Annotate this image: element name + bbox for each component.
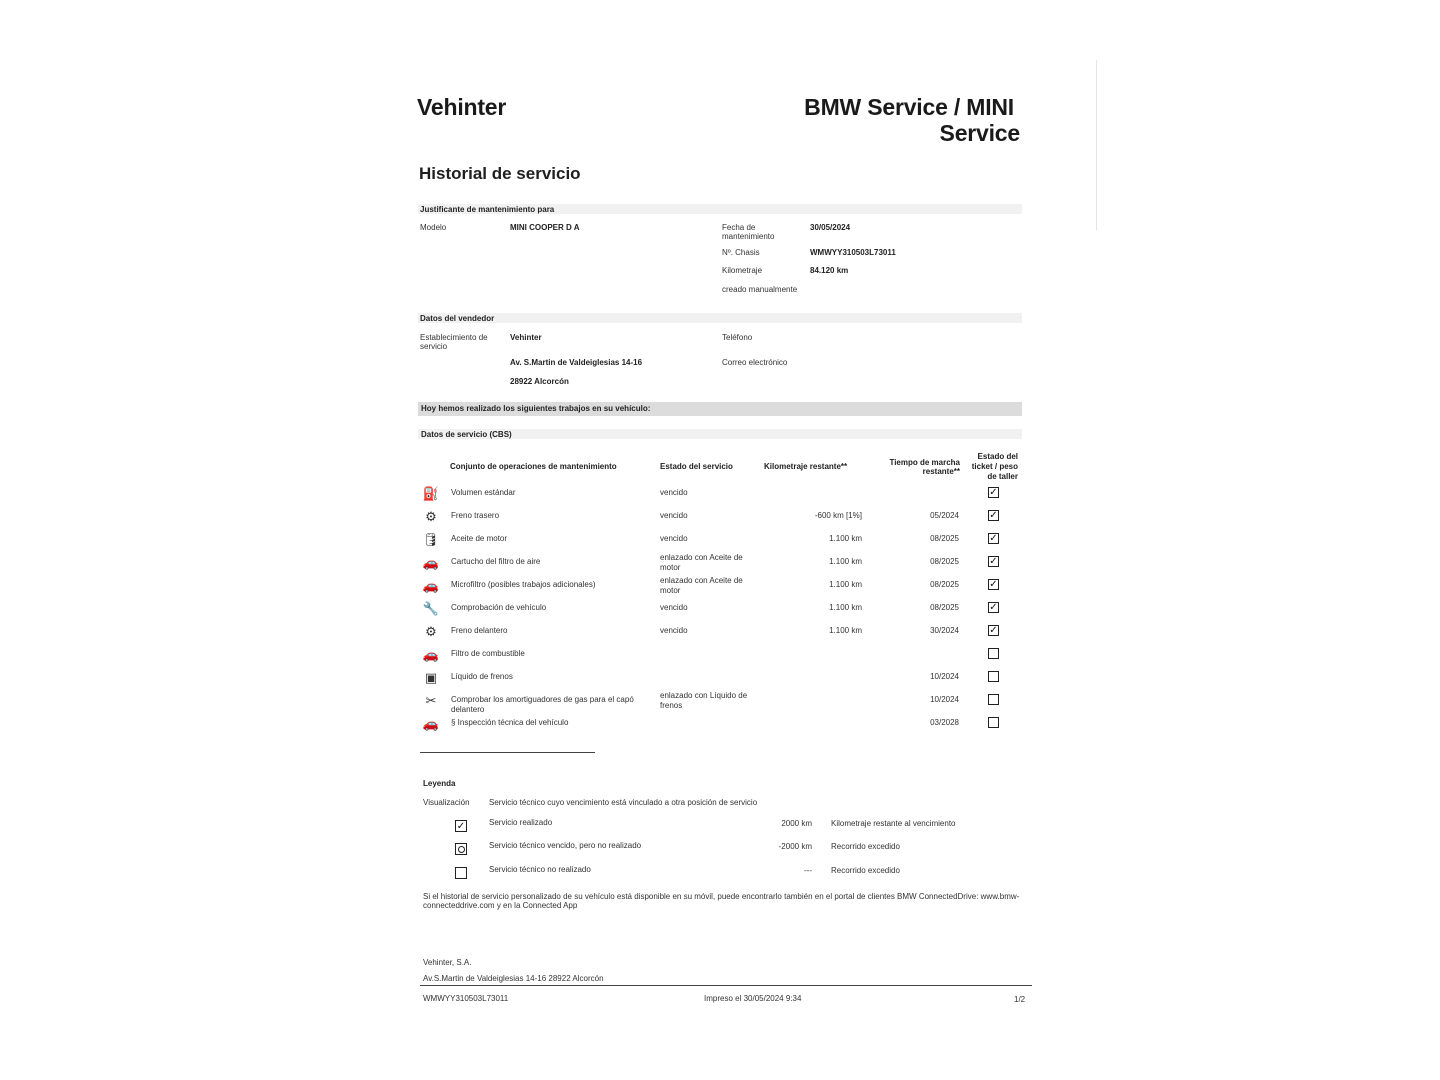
table-end-rule (420, 752, 595, 753)
chasis-label: Nº. Chasis (722, 248, 760, 257)
legend-item-km-desc: Kilometraje restante al vencimiento (831, 819, 956, 828)
estab-value: Vehinter (510, 333, 542, 342)
row-km: 1.100 km (829, 626, 862, 635)
dot-icon (458, 846, 465, 853)
row-estado: vencido (660, 511, 688, 520)
modelo-value: MINI COOPER D A (510, 223, 580, 232)
air-filter-icon: 🚗 (422, 555, 440, 570)
row-tiempo: 03/2028 (930, 718, 959, 727)
row-ticket-checkbox[interactable]: ✓ (989, 578, 998, 590)
fecha-value: 30/05/2024 (810, 223, 851, 232)
row-estado: vencido (660, 603, 688, 612)
col-header-km: Kilometraje restante** (764, 462, 848, 471)
volume-icon: ⛽ (422, 486, 440, 501)
legend-item-text: Servicio realizado (489, 818, 553, 827)
row-km: 1.100 km (829, 557, 862, 566)
row-tiempo: 10/2024 (930, 695, 959, 704)
legend-symbol-checked: ✓ (456, 820, 466, 832)
row-estado: vencido (660, 626, 688, 635)
row-tiempo: 30/2024 (930, 626, 959, 635)
engine-oil-icon: 🛢 (422, 532, 440, 547)
row-operation: Comprobar los amortiguadores de gas para el capó delantero (451, 695, 634, 714)
col-header-tiempo-2: restante** (922, 467, 960, 476)
row-estado: vencido (660, 488, 688, 497)
fuel-filter-icon: 🚗 (422, 647, 440, 662)
row-estado: enlazado con Aceite de motor (660, 576, 743, 595)
legend-symbol-empty (455, 867, 467, 879)
row-tiempo: 08/2025 (930, 603, 959, 612)
col-header-estado: Estado del servicio (660, 462, 733, 471)
row-ticket-checkbox[interactable]: ✓ (989, 486, 998, 498)
footer-printed: Impreso el 30/05/2024 9:34 (704, 994, 802, 1003)
legend-visual-desc: Servicio técnico cuyo vencimiento está vinculado a otra posición de servicio (489, 798, 758, 807)
row-ticket-checkbox[interactable] (988, 671, 999, 682)
col-header-ticket-3: de taller (987, 472, 1018, 481)
row-ticket-checkbox[interactable]: ✓ (989, 532, 998, 544)
legend-visual-label: Visualización (423, 798, 470, 807)
row-km: 1.100 km (829, 580, 862, 589)
km-label: Kilometraje (722, 266, 763, 275)
fecha-label-2: mantenimiento (722, 232, 775, 241)
correo-label: Correo electrónico (722, 358, 788, 367)
row-km: 1.100 km (829, 603, 862, 612)
row-tiempo: 10/2024 (930, 672, 959, 681)
row-ticket-checkbox[interactable] (988, 648, 999, 659)
footer-address: Av.S.Martin de Valdeiglesias 14-16 28922 Alcorcón (423, 974, 604, 983)
section-title-cbs: Datos de servicio (CBS) (421, 430, 512, 439)
row-estado: vencido (660, 534, 688, 543)
col-header-tiempo-1: Tiempo de marcha (889, 458, 960, 467)
brake-fluid-icon: ▣ (424, 670, 438, 685)
works-band-title: Hoy hemos realizado los siguientes trabajos en su vehículo: (421, 404, 651, 413)
row-km: 1.100 km (829, 534, 862, 543)
row-operation: Volumen estándar (451, 488, 516, 497)
row-operation: Aceite de motor (451, 534, 508, 543)
page-edge (1096, 60, 1097, 230)
col-header-ticket-2: ticket / peso (971, 462, 1018, 471)
row-estado: enlazado con Líquido de frenos (660, 691, 748, 710)
footer-company: Vehinter, S.A. (423, 958, 472, 967)
estab-label-1: Establecimiento de (420, 333, 488, 342)
row-operation: Freno trasero (451, 511, 500, 520)
modelo-label: Modelo (420, 223, 447, 232)
row-tiempo: 08/2025 (930, 557, 959, 566)
row-operation: Líquido de frenos (451, 672, 513, 681)
legend-item-km: -2000 km (778, 842, 812, 851)
footer-rule (420, 985, 1032, 986)
row-operation: § Inspección técnica del vehículo (451, 718, 569, 727)
row-operation: Filtro de combustible (451, 649, 525, 658)
col-header-ticket-1: Estado del (977, 452, 1018, 461)
vehicle-check-icon: 🔧 (422, 601, 440, 616)
row-ticket-checkbox[interactable]: ✓ (989, 624, 998, 636)
section-band-vendedor (418, 313, 1022, 323)
telefono-label: Teléfono (722, 333, 753, 342)
legend-item-km: --- (804, 866, 812, 875)
page-title: Historial de servicio (419, 164, 581, 183)
row-ticket-checkbox[interactable]: ✓ (989, 555, 998, 567)
col-header-operations: Conjunto de operaciones de mantenimiento (450, 462, 617, 471)
row-tiempo: 05/2024 (930, 511, 959, 520)
address-line-1: Av. S.Martin de Valdeiglesias 14-16 (510, 358, 643, 367)
legend-item-km-desc: Recorrido excedido (831, 842, 900, 851)
row-km: -600 km [1%] (814, 511, 862, 520)
estab-label-2: servicio (420, 342, 448, 351)
legend-note-2: connecteddrive.com y en la Connected App (423, 901, 578, 910)
rear-brake-icon: ⚙ (425, 509, 437, 524)
row-tiempo: 08/2025 (930, 534, 959, 543)
legend-note-1: Si el historial de servicio personalizado de su vehículo está disponible en su móvil, puede encontrarlo también en el portal de clientes BMW ConnectedDrive: www.bmw- (423, 892, 1020, 901)
row-operation: Freno delantero (451, 626, 508, 635)
legend-item-km: 2000 km (781, 819, 812, 828)
chasis-value: WMWYY310503L73011 (810, 248, 896, 257)
legend-item-km-desc: Recorrido excedido (831, 866, 900, 875)
legend-title: Leyenda (423, 779, 456, 788)
dealer-name: Vehinter (417, 94, 507, 120)
row-ticket-checkbox[interactable]: ✓ (989, 601, 998, 613)
footer-page-number: 1/2 (1014, 995, 1026, 1004)
legend-symbol-dot (455, 843, 467, 855)
row-ticket-checkbox[interactable] (988, 717, 999, 728)
row-tiempo: 08/2025 (930, 580, 959, 589)
fecha-label-1: Fecha de (722, 223, 756, 232)
row-estado: enlazado con Aceite de motor (660, 553, 743, 572)
footer-chasis: WMWYY310503L73011 (423, 994, 509, 1003)
front-brake-icon: ⚙ (425, 624, 437, 639)
address-line-2: 28922 Alcorcón (510, 377, 569, 386)
km-value: 84.120 km (810, 266, 849, 275)
microfilter-icon: 🚗 (422, 578, 440, 593)
brand-title-line1: BMW Service / MINI (804, 94, 1014, 120)
section-title-justificante: Justificante de mantenimiento para (420, 205, 555, 214)
legend-item-text: Servicio técnico vencido, pero no realizado (489, 841, 642, 850)
legend-item-text: Servicio técnico no realizado (489, 865, 591, 874)
row-ticket-checkbox[interactable] (988, 694, 999, 705)
inspection-icon: 🚗 (422, 716, 440, 731)
row-operation: Cartucho del filtro de aire (451, 557, 541, 566)
section-title-vendedor: Datos del vendedor (420, 314, 495, 323)
row-ticket-checkbox[interactable]: ✓ (989, 509, 998, 521)
gas-spring-icon: ✂ (425, 693, 437, 708)
row-operation: Microfiltro (posibles trabajos adicionales) (451, 580, 596, 589)
row-operation: Comprobación de vehículo (451, 603, 547, 612)
creado-label: creado manualmente (722, 285, 798, 294)
brand-title-line2: Service (939, 120, 1020, 146)
